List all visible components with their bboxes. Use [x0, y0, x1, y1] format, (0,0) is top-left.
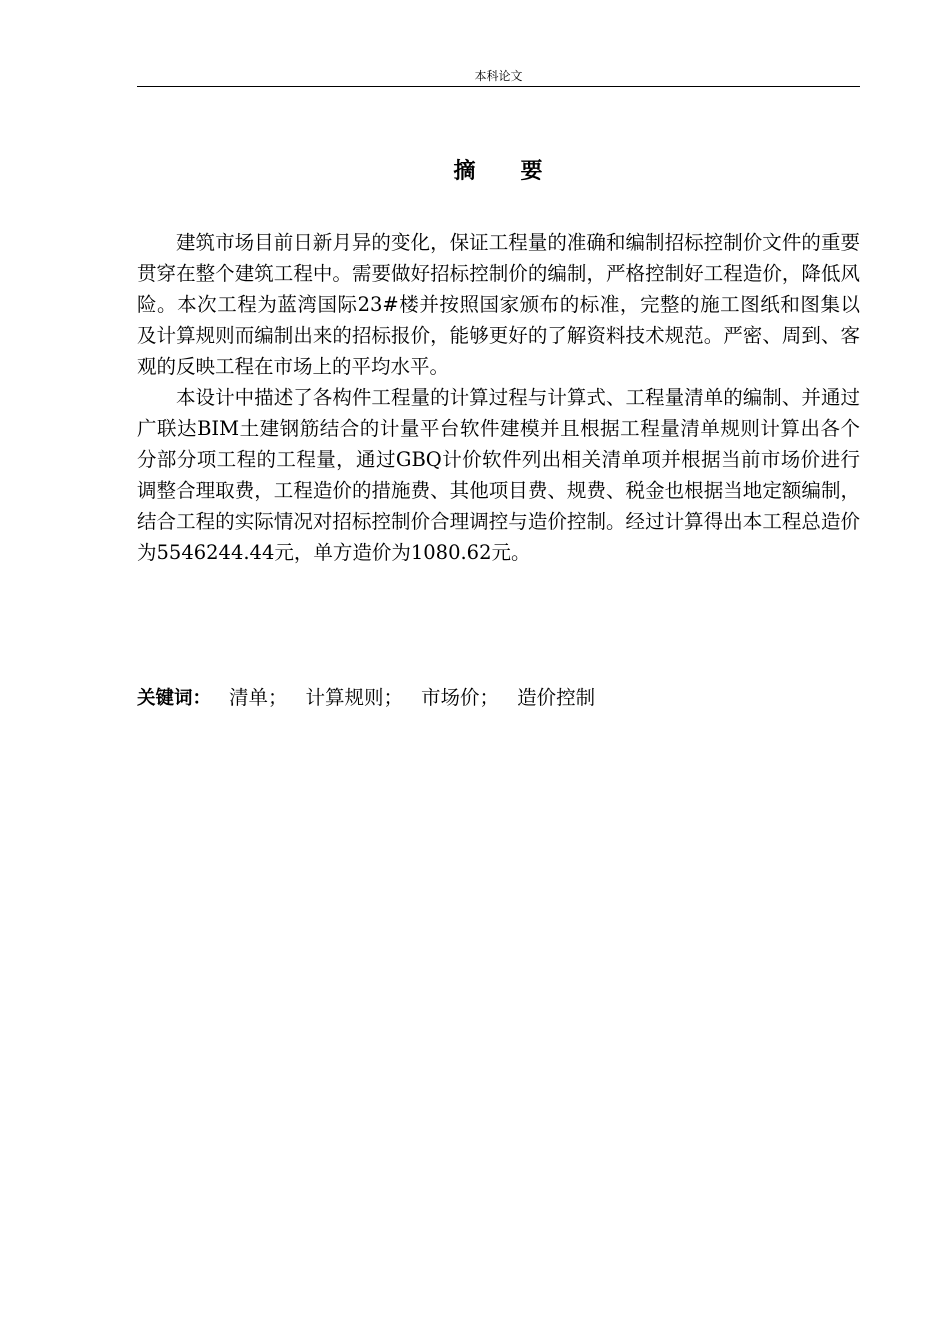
abstract-paragraph-2: 本设计中描述了各构件工程量的计算过程与计算式、工程量清单的编制、并通过广联达BIM土建钢筋结合的计量平台软件建模并且根据工程量清单规则计算出各个分部分项工程的工程量，通过GBQ计价软件列出相关清单项并根据当前市场价进行调整合理取费，工程造价的措施费、其他项目费、规费、税金也根据当地定额编制，结合工程的实际情况对招标控制价合理调控与造价控制。经过计算得出本工程总造价为5546244.44元，单方造价为1080.62元。 [137, 386, 860, 564]
running-title: 本科论文 [474, 69, 523, 83]
running-header [137, 66, 860, 87]
keyword-item: 造价控制 [517, 686, 596, 709]
keywords-label: 关键词： [137, 688, 212, 709]
keyword-item: 市场价； [421, 686, 500, 709]
abstract-title [137, 154, 860, 190]
abstract-body [137, 227, 860, 568]
abstract-paragraph-1: 建筑市场目前日新月异的变化，保证工程量的准确和编制招标控制价文件的重要贯穿在整个建筑工程中。需要做好招标控制价的编制，严格控制好工程造价，降低风险。本次工程为蓝湾国际23#楼并按照国家颁布的标准，完整的施工图纸和图集以及计算规则而编制出来的招标报价，能够更好的了解资料技术规范。严密、周到、客观的反映工程在市场上的平均水平。 [137, 231, 860, 378]
abstract-title-char-1: 摘 [453, 159, 477, 184]
keyword-item: 清单； [229, 686, 288, 709]
abstract-title-char-2: 要 [520, 159, 544, 184]
keyword-item: 计算规则； [305, 686, 404, 709]
keywords-line [137, 682, 860, 714]
